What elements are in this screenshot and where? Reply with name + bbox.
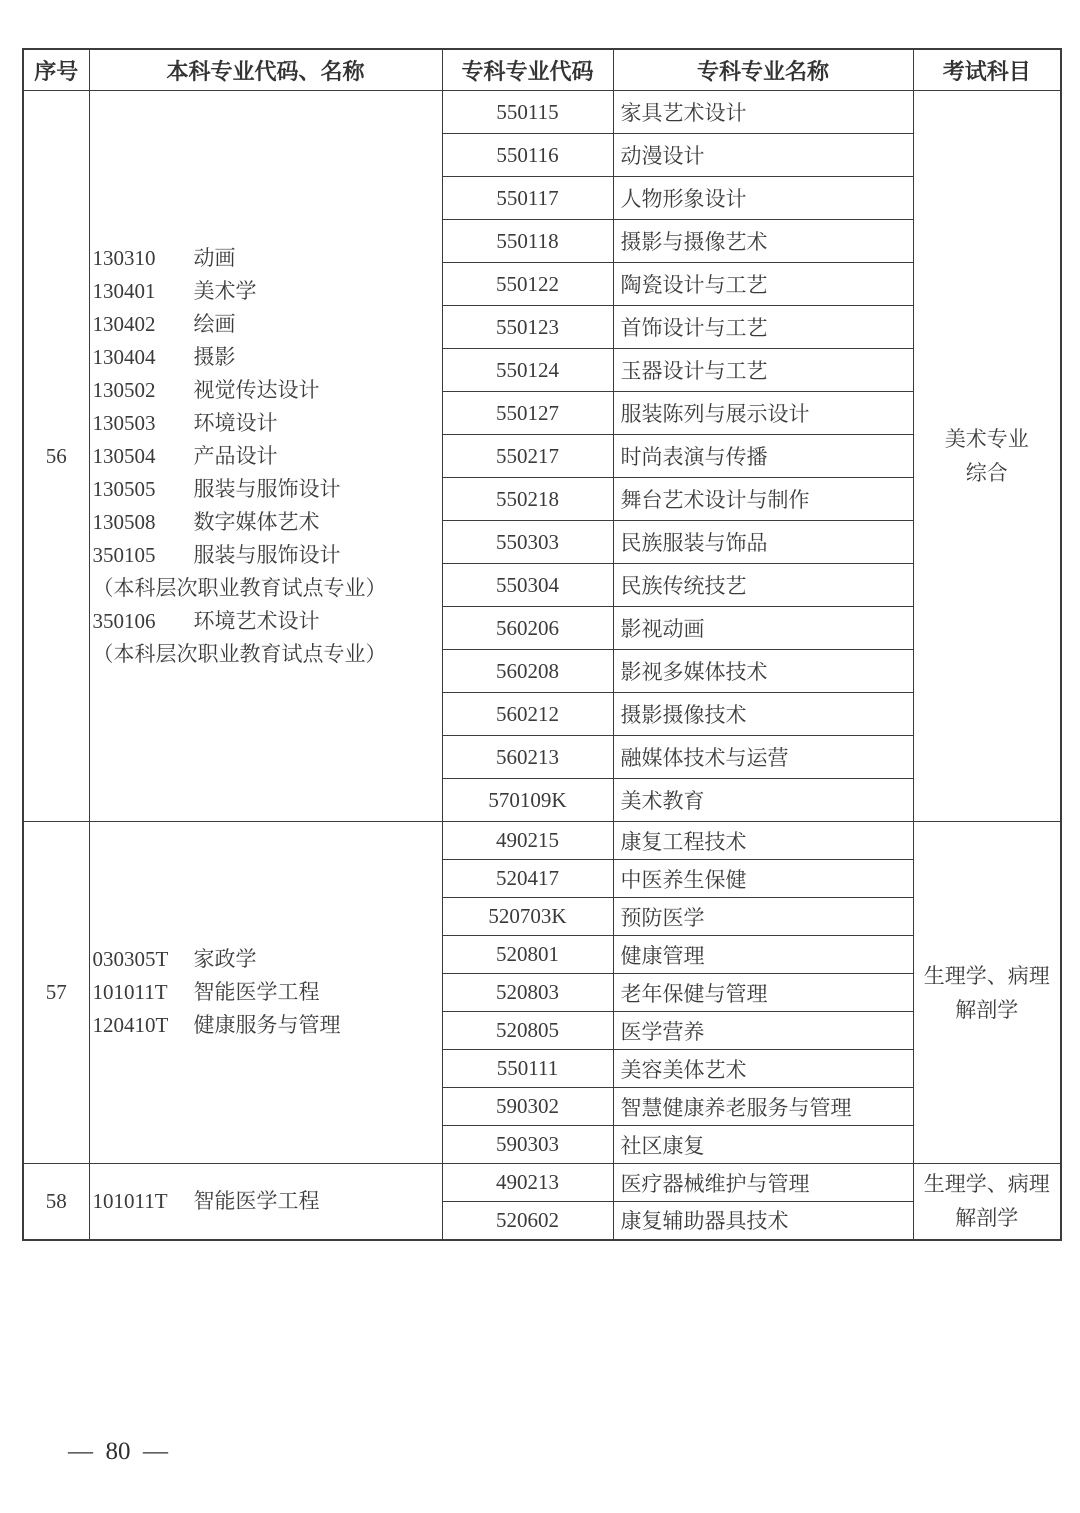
zhuanke-code-cell: 490215 <box>442 822 613 860</box>
zhuanke-name-cell: 首饰设计与工艺 <box>613 306 913 349</box>
exam-subject-cell <box>913 1164 1061 1240</box>
header-seq: 序号 <box>23 49 89 91</box>
zhuanke-code-cell: 570109K <box>442 779 613 822</box>
undergrad-major-code: 350106 <box>92 608 156 633</box>
zhuanke-name-cell: 美容美体艺术 <box>613 1050 913 1088</box>
header-zhuanke-code: 专科专业代码 <box>442 49 613 91</box>
seq-cell: 57 <box>23 822 89 1164</box>
zhuanke-code-cell: 550117 <box>442 177 613 220</box>
undergrad-major-line <box>93 374 442 407</box>
zhuanke-name-cell: 医疗器械维护与管理 <box>613 1164 913 1202</box>
zhuanke-name-cell: 预防医学 <box>613 898 913 936</box>
undergrad-major-name: 环境艺术设计 <box>193 608 320 633</box>
undergrad-major-code: 130508 <box>92 509 156 534</box>
undergrad-major-name: 健康服务与管理 <box>193 1013 341 1037</box>
exam-subject-line: 生理学、病理 <box>923 1172 1050 1197</box>
undergrad-major-code: 130402 <box>92 311 156 336</box>
undergrad-major-name: 产品设计 <box>193 443 278 468</box>
table-row <box>23 1164 1061 1202</box>
undergrad-major-name: 智能医学工程 <box>193 1188 320 1213</box>
undergrad-major-code: 130505 <box>92 476 156 501</box>
zhuanke-code-cell: 550115 <box>442 91 613 134</box>
undergrad-major-code: 130310 <box>92 245 156 270</box>
zhuanke-name-cell: 健康管理 <box>613 936 913 974</box>
zhuanke-name-cell: 民族传统技艺 <box>613 564 913 607</box>
undergrad-major-name: 美术学 <box>193 278 257 303</box>
zhuanke-code-cell: 550123 <box>442 306 613 349</box>
zhuanke-code-cell: 520805 <box>442 1012 613 1050</box>
zhuanke-name-cell: 玉器设计与工艺 <box>613 349 913 392</box>
zhuanke-name-cell: 人物形象设计 <box>613 177 913 220</box>
zhuanke-code-cell: 560206 <box>442 607 613 650</box>
table-row <box>23 91 1061 134</box>
undergrad-major-line <box>93 976 442 1009</box>
seq-cell: 56 <box>23 91 89 822</box>
zhuanke-name-cell: 家具艺术设计 <box>613 91 913 134</box>
undergrad-major-name: 动画 <box>193 245 236 270</box>
zhuanke-code-cell: 560212 <box>442 693 613 736</box>
undergrad-major-line <box>93 572 442 605</box>
exam-subject-line: 生理学、病理 <box>923 963 1050 988</box>
zhuanke-name-cell: 医学营养 <box>613 1012 913 1050</box>
exam-subject-line: 解剖学 <box>955 997 1019 1022</box>
undergrad-majors-cell <box>89 91 442 822</box>
zhuanke-code-cell: 550217 <box>442 435 613 478</box>
undergrad-major-code: 130503 <box>92 410 156 435</box>
undergrad-major-line <box>93 1009 442 1042</box>
zhuanke-code-cell: 520801 <box>442 936 613 974</box>
zhuanke-name-cell: 社区康复 <box>613 1126 913 1164</box>
exam-subject-cell <box>913 91 1061 822</box>
zhuanke-code-cell: 520602 <box>442 1202 613 1240</box>
zhuanke-name-cell: 老年保健与管理 <box>613 974 913 1012</box>
undergrad-major-name: 摄影 <box>193 344 236 369</box>
zhuanke-name-cell: 陶瓷设计与工艺 <box>613 263 913 306</box>
undergrad-major-code: 101011T <box>92 1188 168 1213</box>
zhuanke-name-cell: 融媒体技术与运营 <box>613 736 913 779</box>
undergrad-major-line <box>93 605 442 638</box>
undergrad-major-name: （本科层次职业教育试点专业） <box>92 641 387 666</box>
undergrad-major-line <box>93 473 442 506</box>
undergrad-major-code: 030305T <box>92 947 169 971</box>
zhuanke-name-cell: 动漫设计 <box>613 134 913 177</box>
zhuanke-name-cell: 摄影与摄像艺术 <box>613 220 913 263</box>
undergrad-major-line <box>93 341 442 374</box>
zhuanke-name-cell: 中医养生保健 <box>613 860 913 898</box>
undergrad-major-line <box>93 242 442 275</box>
undergrad-major-name: 环境设计 <box>193 410 278 435</box>
exam-subject-line: 综合 <box>965 461 1008 485</box>
undergrad-major-name: 服装与服饰设计 <box>193 476 341 501</box>
table-row <box>23 822 1061 860</box>
zhuanke-name-cell: 康复工程技术 <box>613 822 913 860</box>
undergrad-major-code: 350105 <box>92 542 156 567</box>
seq-cell: 58 <box>23 1164 89 1240</box>
undergrad-major-line <box>93 440 442 473</box>
undergrad-major-code: 130401 <box>92 278 156 303</box>
zhuanke-name-cell: 康复辅助器具技术 <box>613 1202 913 1240</box>
page-number: — 80 — <box>68 1438 168 1465</box>
exam-subject-line: 美术专业 <box>944 427 1029 451</box>
zhuanke-name-cell: 美术教育 <box>613 779 913 822</box>
zhuanke-code-cell: 550116 <box>442 134 613 177</box>
header-exam-subject: 考试科目 <box>913 49 1061 91</box>
zhuanke-name-cell: 舞台艺术设计与制作 <box>613 478 913 521</box>
undergrad-major-code: 101011T <box>92 980 168 1004</box>
undergrad-major-name: 服装与服饰设计 <box>193 542 341 567</box>
zhuanke-code-cell: 550111 <box>442 1050 613 1088</box>
zhuanke-name-cell: 民族服装与饰品 <box>613 521 913 564</box>
undergrad-majors-cell <box>89 1164 442 1240</box>
majors-table <box>22 48 1062 1241</box>
undergrad-major-line <box>93 506 442 539</box>
undergrad-major-name: 数字媒体艺术 <box>193 509 320 534</box>
zhuanke-name-cell: 影视多媒体技术 <box>613 650 913 693</box>
header-zhuanke-name: 专科专业名称 <box>613 49 913 91</box>
majors-table-header <box>23 49 1061 91</box>
majors-table-body <box>23 91 1061 1240</box>
undergrad-major-line <box>93 539 442 572</box>
undergrad-major-code: 130504 <box>92 443 156 468</box>
undergrad-major-line <box>93 275 442 308</box>
undergrad-major-code: 120410T <box>92 1013 169 1037</box>
undergrad-major-name: （本科层次职业教育试点专业） <box>92 575 387 600</box>
zhuanke-code-cell: 550118 <box>442 220 613 263</box>
header-row <box>23 49 1061 91</box>
zhuanke-code-cell: 550303 <box>442 521 613 564</box>
header-undergrad-code-name: 本科专业代码、名称 <box>89 49 442 91</box>
zhuanke-code-cell: 550127 <box>442 392 613 435</box>
zhuanke-code-cell: 490213 <box>442 1164 613 1202</box>
undergrad-major-name: 家政学 <box>193 947 257 971</box>
zhuanke-code-cell: 550218 <box>442 478 613 521</box>
undergrad-major-name: 视觉传达设计 <box>193 377 320 402</box>
zhuanke-code-cell: 520417 <box>442 860 613 898</box>
undergrad-major-code: 130404 <box>92 344 156 369</box>
undergrad-major-line <box>93 638 442 671</box>
zhuanke-name-cell: 服装陈列与展示设计 <box>613 392 913 435</box>
zhuanke-code-cell: 560208 <box>442 650 613 693</box>
undergrad-major-line <box>93 943 442 976</box>
undergrad-major-code: 130502 <box>92 377 156 402</box>
zhuanke-code-cell: 560213 <box>442 736 613 779</box>
zhuanke-code-cell: 520703K <box>442 898 613 936</box>
undergrad-major-line <box>93 308 442 341</box>
zhuanke-name-cell: 摄影摄像技术 <box>613 693 913 736</box>
zhuanke-name-cell: 时尚表演与传播 <box>613 435 913 478</box>
zhuanke-code-cell: 550122 <box>442 263 613 306</box>
undergrad-major-name: 绘画 <box>193 311 236 336</box>
undergrad-major-name: 智能医学工程 <box>193 980 320 1004</box>
exam-subject-cell <box>913 822 1061 1164</box>
undergrad-majors-cell <box>89 822 442 1164</box>
zhuanke-name-cell: 影视动画 <box>613 607 913 650</box>
zhuanke-code-cell: 590303 <box>442 1126 613 1164</box>
undergrad-major-line <box>93 1185 442 1218</box>
zhuanke-code-cell: 590302 <box>442 1088 613 1126</box>
zhuanke-code-cell: 550124 <box>442 349 613 392</box>
undergrad-major-line <box>93 407 442 440</box>
zhuanke-code-cell: 520803 <box>442 974 613 1012</box>
zhuanke-name-cell: 智慧健康养老服务与管理 <box>613 1088 913 1126</box>
exam-subject-line: 解剖学 <box>955 1206 1019 1231</box>
zhuanke-code-cell: 550304 <box>442 564 613 607</box>
